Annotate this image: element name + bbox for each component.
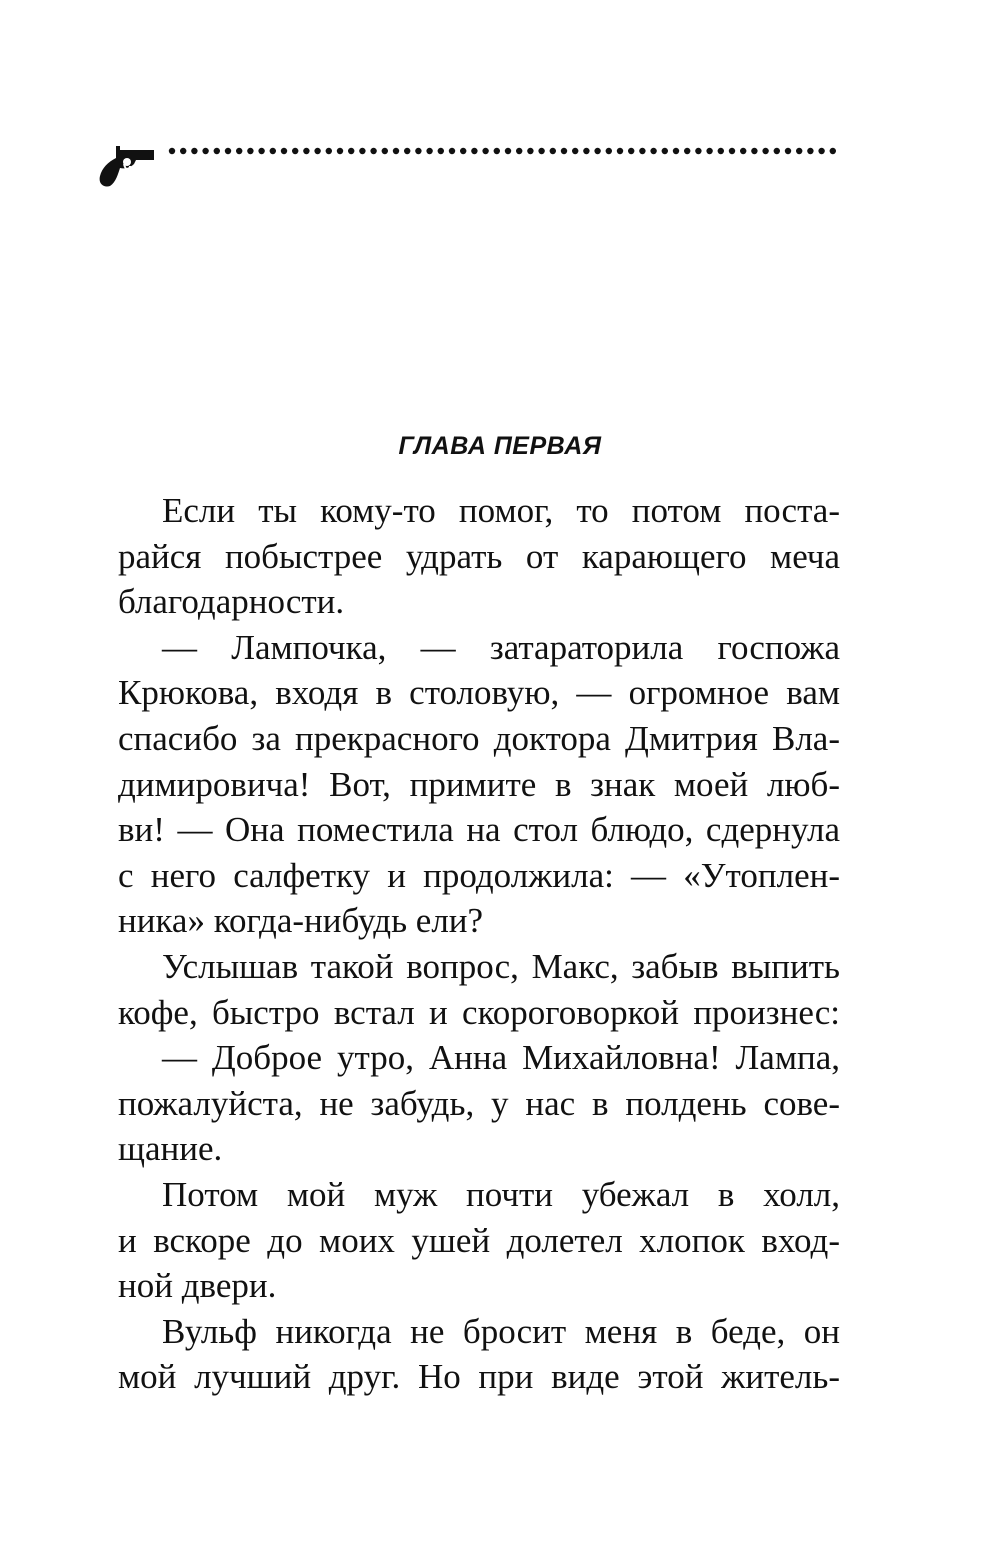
text-line: райся побыстрее удрать от карающего меча xyxy=(118,536,840,576)
divider-dot xyxy=(236,148,242,154)
divider-dot xyxy=(762,148,768,154)
paragraph xyxy=(118,944,840,1035)
paragraph xyxy=(118,1172,840,1309)
divider-dot xyxy=(460,148,466,154)
divider-dot xyxy=(718,148,724,154)
divider-dot xyxy=(359,148,365,154)
divider-dot xyxy=(628,148,634,154)
paragraph xyxy=(118,1309,840,1400)
divider-dot xyxy=(393,148,399,154)
chapter-ornament xyxy=(96,140,846,190)
divider-dot xyxy=(247,148,253,154)
divider-dot xyxy=(415,148,421,154)
divider-dot xyxy=(258,148,264,154)
divider-dot xyxy=(169,148,175,154)
divider-dot xyxy=(326,148,332,154)
text-line: ви! — Она поместила на стол блюдо, сдернула xyxy=(118,810,840,850)
divider-dot xyxy=(314,148,320,154)
dotted-divider xyxy=(168,144,840,158)
body-text xyxy=(118,488,840,1400)
divider-dot xyxy=(796,148,802,154)
paragraph xyxy=(118,625,840,944)
text-line: пожалуйста, не забудь, у нас в полдень сове- xyxy=(118,1083,840,1123)
divider-dot xyxy=(292,148,298,154)
divider-dot xyxy=(527,148,533,154)
divider-dot xyxy=(382,148,388,154)
divider-dot xyxy=(426,148,432,154)
text-line: и вскоре до моих ушей долетел хлопок вход- xyxy=(118,1220,840,1260)
divider-dot xyxy=(281,148,287,154)
text-line: Вульф никогда не бросит меня в беде, он xyxy=(162,1311,840,1351)
divider-dot xyxy=(650,148,656,154)
text-line: ника» когда-нибудь ели? xyxy=(118,901,484,941)
text-line: мой лучший друг. Но при виде этой житель- xyxy=(118,1357,840,1397)
divider-dot xyxy=(180,148,186,154)
text-line: — Доброе утро, Анна Михайловна! Лампа, xyxy=(162,1038,840,1078)
divider-dot xyxy=(684,148,690,154)
text-line: спасибо за прекрасного доктора Дмитрия Вла- xyxy=(118,718,840,758)
divider-dot xyxy=(494,148,500,154)
divider-dot xyxy=(662,148,668,154)
divider-dot xyxy=(404,148,410,154)
divider-dot xyxy=(617,148,623,154)
revolver-icon xyxy=(96,142,158,188)
text-line: — Лампочка, — затараторила госпожа xyxy=(162,627,840,667)
divider-dot xyxy=(449,148,455,154)
text-line: Потом мой муж почти убежал в холл, xyxy=(162,1174,840,1214)
divider-dot xyxy=(516,148,522,154)
paragraph xyxy=(118,1035,840,1172)
divider-dot xyxy=(303,148,309,154)
divider-dot xyxy=(572,148,578,154)
divider-dot xyxy=(729,148,735,154)
divider-dot xyxy=(606,148,612,154)
divider-dot xyxy=(550,148,556,154)
divider-dot xyxy=(270,148,276,154)
divider-dot xyxy=(639,148,645,154)
chapter-title: ГЛАВА ПЕРВАЯ xyxy=(398,432,602,460)
divider-dot xyxy=(830,148,836,154)
divider-dot xyxy=(583,148,589,154)
divider-dot xyxy=(214,148,220,154)
divider-dot xyxy=(438,148,444,154)
divider-dot xyxy=(818,148,824,154)
divider-dot xyxy=(348,148,354,154)
text-line: Услышав такой вопрос, Макс, забыв выпить xyxy=(162,946,840,986)
divider-dot xyxy=(751,148,757,154)
text-line: Если ты кому-то помог, то потом поста- xyxy=(162,491,840,530)
divider-dot xyxy=(482,148,488,154)
text-line: димировича! Вот, примите в знак моей люб- xyxy=(118,764,840,804)
divider-dot xyxy=(225,148,231,154)
divider-dot xyxy=(191,148,197,154)
divider-dot xyxy=(202,148,208,154)
text-line: ной двери. xyxy=(118,1266,277,1306)
divider-dot xyxy=(695,148,701,154)
divider-dot xyxy=(538,148,544,154)
divider-dot xyxy=(594,148,600,154)
divider-dot xyxy=(337,148,343,154)
text-line: Крюкова, входя в столовую, — огромное вам xyxy=(118,673,840,713)
divider-dot xyxy=(471,148,477,154)
divider-dot xyxy=(706,148,712,154)
text-line: благодарности. xyxy=(118,582,345,622)
divider-dot xyxy=(774,148,780,154)
text-line: кофе, быстро встал и скороговоркой произнес: xyxy=(118,992,840,1032)
text-line: щание. xyxy=(118,1129,223,1169)
divider-dot xyxy=(561,148,567,154)
divider-dot xyxy=(785,148,791,154)
divider-dot xyxy=(505,148,511,154)
divider-dot xyxy=(370,148,376,154)
divider-dot xyxy=(673,148,679,154)
divider-dot xyxy=(740,148,746,154)
divider-dot xyxy=(807,148,813,154)
text-line: с него салфетку и продолжила: — «Утоплен- xyxy=(118,855,840,895)
paragraph xyxy=(118,488,840,625)
